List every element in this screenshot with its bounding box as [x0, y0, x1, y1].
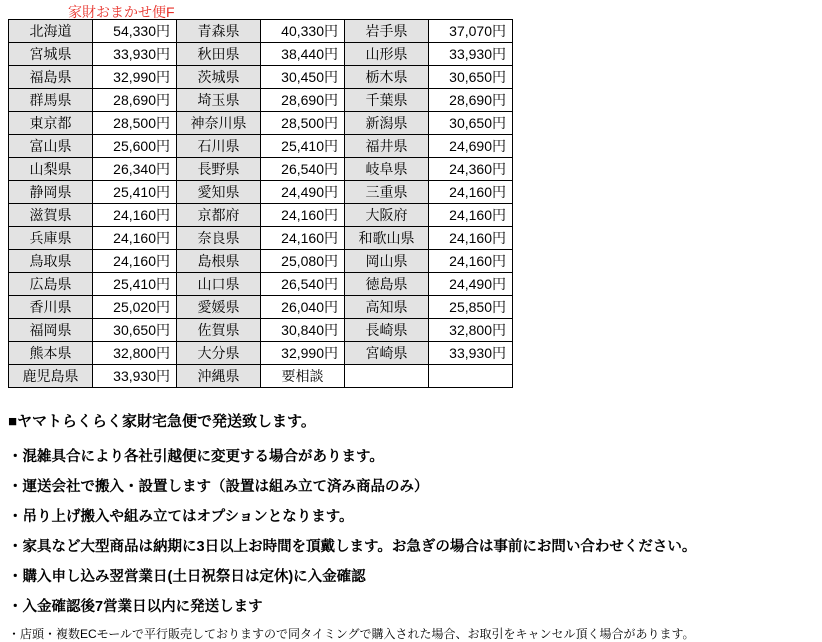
- fee-cell: 28,690円: [261, 89, 345, 112]
- note-line: ・家具など大型商品は納期に3日以上お時間を頂戴します。お急ぎの場合は事前にお問い合わせください。: [8, 539, 697, 555]
- empty-cell: [429, 365, 513, 388]
- prefecture-cell: 長崎県: [345, 319, 429, 342]
- table-row: [9, 319, 513, 342]
- prefecture-cell: 京都府: [177, 204, 261, 227]
- prefecture-cell: 青森県: [177, 20, 261, 43]
- fee-cell: 28,500円: [261, 112, 345, 135]
- fee-cell: 30,650円: [429, 112, 513, 135]
- fee-cell: 25,020円: [93, 296, 177, 319]
- prefecture-cell: 奈良県: [177, 227, 261, 250]
- prefecture-fee-table: [8, 19, 513, 388]
- fee-cell: 24,160円: [261, 204, 345, 227]
- prefecture-cell: 茨城県: [177, 66, 261, 89]
- table-row: [9, 227, 513, 250]
- prefecture-cell: 鹿児島県: [9, 365, 93, 388]
- fee-cell: 25,850円: [429, 296, 513, 319]
- fee-cell: 25,080円: [261, 250, 345, 273]
- fee-cell: 32,990円: [261, 342, 345, 365]
- note-line: ・入金確認後7営業日以内に発送します: [8, 599, 263, 615]
- fee-cell: 33,930円: [429, 43, 513, 66]
- fee-cell: 24,160円: [261, 227, 345, 250]
- prefecture-cell: 島根県: [177, 250, 261, 273]
- fee-cell: 24,160円: [429, 204, 513, 227]
- prefecture-cell: 兵庫県: [9, 227, 93, 250]
- table-row: [9, 181, 513, 204]
- prefecture-cell: 大阪府: [345, 204, 429, 227]
- prefecture-cell: 広島県: [9, 273, 93, 296]
- prefecture-cell: 山形県: [345, 43, 429, 66]
- table-row: [9, 204, 513, 227]
- prefecture-cell: 愛知県: [177, 181, 261, 204]
- prefecture-cell: 高知県: [345, 296, 429, 319]
- prefecture-cell: 新潟県: [345, 112, 429, 135]
- fee-cell: 33,930円: [429, 342, 513, 365]
- prefecture-cell: 群馬県: [9, 89, 93, 112]
- fee-cell: 30,650円: [93, 319, 177, 342]
- table-row: [9, 296, 513, 319]
- fee-cell: 28,500円: [93, 112, 177, 135]
- prefecture-cell: 長野県: [177, 158, 261, 181]
- fee-cell: 25,410円: [261, 135, 345, 158]
- prefecture-cell: 宮城県: [9, 43, 93, 66]
- fee-cell: 30,450円: [261, 66, 345, 89]
- note-line: ・運送会社で搬入・設置します（設置は組み立て済み商品のみ）: [8, 479, 429, 495]
- fee-cell: 30,840円: [261, 319, 345, 342]
- prefecture-cell: 福井県: [345, 135, 429, 158]
- table-row: [9, 250, 513, 273]
- note-line: ・購入申し込み翌営業日(土日祝祭日は定休)に入金確認: [8, 569, 366, 585]
- table-row: [9, 273, 513, 296]
- fee-cell: 24,360円: [429, 158, 513, 181]
- prefecture-cell: 千葉県: [345, 89, 429, 112]
- prefecture-cell: 鳥取県: [9, 250, 93, 273]
- table-row: [9, 365, 513, 388]
- fee-cell: 32,800円: [429, 319, 513, 342]
- notes-heading: ■ヤマトらくらく家財宅急便で発送致します。: [8, 413, 316, 430]
- prefecture-cell: 山口県: [177, 273, 261, 296]
- fee-cell: 38,440円: [261, 43, 345, 66]
- fee-cell: 28,690円: [429, 89, 513, 112]
- notes-section: [8, 410, 808, 642]
- prefecture-cell: 佐賀県: [177, 319, 261, 342]
- fee-cell: 37,070円: [429, 20, 513, 43]
- fee-cell: 26,540円: [261, 273, 345, 296]
- fee-cell: 30,650円: [429, 66, 513, 89]
- table-row: [9, 342, 513, 365]
- prefecture-cell: 福岡県: [9, 319, 93, 342]
- prefecture-cell: 埼玉県: [177, 89, 261, 112]
- table-row: [9, 112, 513, 135]
- note-line: ・混雑具合により各社引越便に変更する場合があります。: [8, 449, 384, 465]
- prefecture-cell: 沖縄県: [177, 365, 261, 388]
- prefecture-cell: 宮崎県: [345, 342, 429, 365]
- prefecture-cell: 栃木県: [345, 66, 429, 89]
- table-row: [9, 89, 513, 112]
- fee-cell: 25,410円: [93, 181, 177, 204]
- table-row: [9, 66, 513, 89]
- prefecture-cell: 徳島県: [345, 273, 429, 296]
- note-line: ・吊り上げ搬入や組み立てはオプションとなります。: [8, 509, 354, 525]
- prefecture-cell: 静岡県: [9, 181, 93, 204]
- fee-cell: 24,490円: [261, 181, 345, 204]
- fee-cell: 26,540円: [261, 158, 345, 181]
- fee-cell: 24,490円: [429, 273, 513, 296]
- prefecture-cell: 岩手県: [345, 20, 429, 43]
- prefecture-cell: 石川県: [177, 135, 261, 158]
- prefecture-cell: 山梨県: [9, 158, 93, 181]
- page-title: 家財おまかせ便F: [68, 4, 175, 20]
- fee-cell: 25,410円: [93, 273, 177, 296]
- fee-table-body: [9, 20, 513, 388]
- fee-cell: 24,160円: [93, 204, 177, 227]
- note-small-print: ・店頭・複数ECモールで平行販売しておりますので同タイミングで購入された場合、お取引をキャンセル頂く場合があります。: [8, 627, 695, 641]
- prefecture-cell: 熊本県: [9, 342, 93, 365]
- fee-cell: 24,160円: [93, 227, 177, 250]
- prefecture-cell: 三重県: [345, 181, 429, 204]
- prefecture-cell: 愛媛県: [177, 296, 261, 319]
- table-row: [9, 135, 513, 158]
- table-row: [9, 158, 513, 181]
- empty-cell: [345, 365, 429, 388]
- fee-cell: 26,040円: [261, 296, 345, 319]
- fee-cell: 32,990円: [93, 66, 177, 89]
- prefecture-cell: 和歌山県: [345, 227, 429, 250]
- prefecture-cell: 滋賀県: [9, 204, 93, 227]
- fee-cell: 要相談: [261, 365, 345, 388]
- prefecture-cell: 大分県: [177, 342, 261, 365]
- fee-cell: 40,330円: [261, 20, 345, 43]
- fee-cell: 25,600円: [93, 135, 177, 158]
- fee-cell: 24,160円: [429, 250, 513, 273]
- prefecture-cell: 東京都: [9, 112, 93, 135]
- fee-cell: 24,160円: [429, 227, 513, 250]
- prefecture-cell: 香川県: [9, 296, 93, 319]
- fee-cell: 32,800円: [93, 342, 177, 365]
- fee-cell: 33,930円: [93, 43, 177, 66]
- fee-cell: 54,330円: [93, 20, 177, 43]
- table-row: [9, 20, 513, 43]
- fee-cell: 28,690円: [93, 89, 177, 112]
- fee-cell: 24,160円: [93, 250, 177, 273]
- prefecture-cell: 神奈川県: [177, 112, 261, 135]
- prefecture-cell: 北海道: [9, 20, 93, 43]
- fee-cell: 24,690円: [429, 135, 513, 158]
- prefecture-cell: 岡山県: [345, 250, 429, 273]
- table-row: [9, 43, 513, 66]
- fee-cell: 24,160円: [429, 181, 513, 204]
- fee-cell: 26,340円: [93, 158, 177, 181]
- prefecture-cell: 岐阜県: [345, 158, 429, 181]
- prefecture-cell: 秋田県: [177, 43, 261, 66]
- fee-cell: 33,930円: [93, 365, 177, 388]
- prefecture-cell: 富山県: [9, 135, 93, 158]
- prefecture-cell: 福島県: [9, 66, 93, 89]
